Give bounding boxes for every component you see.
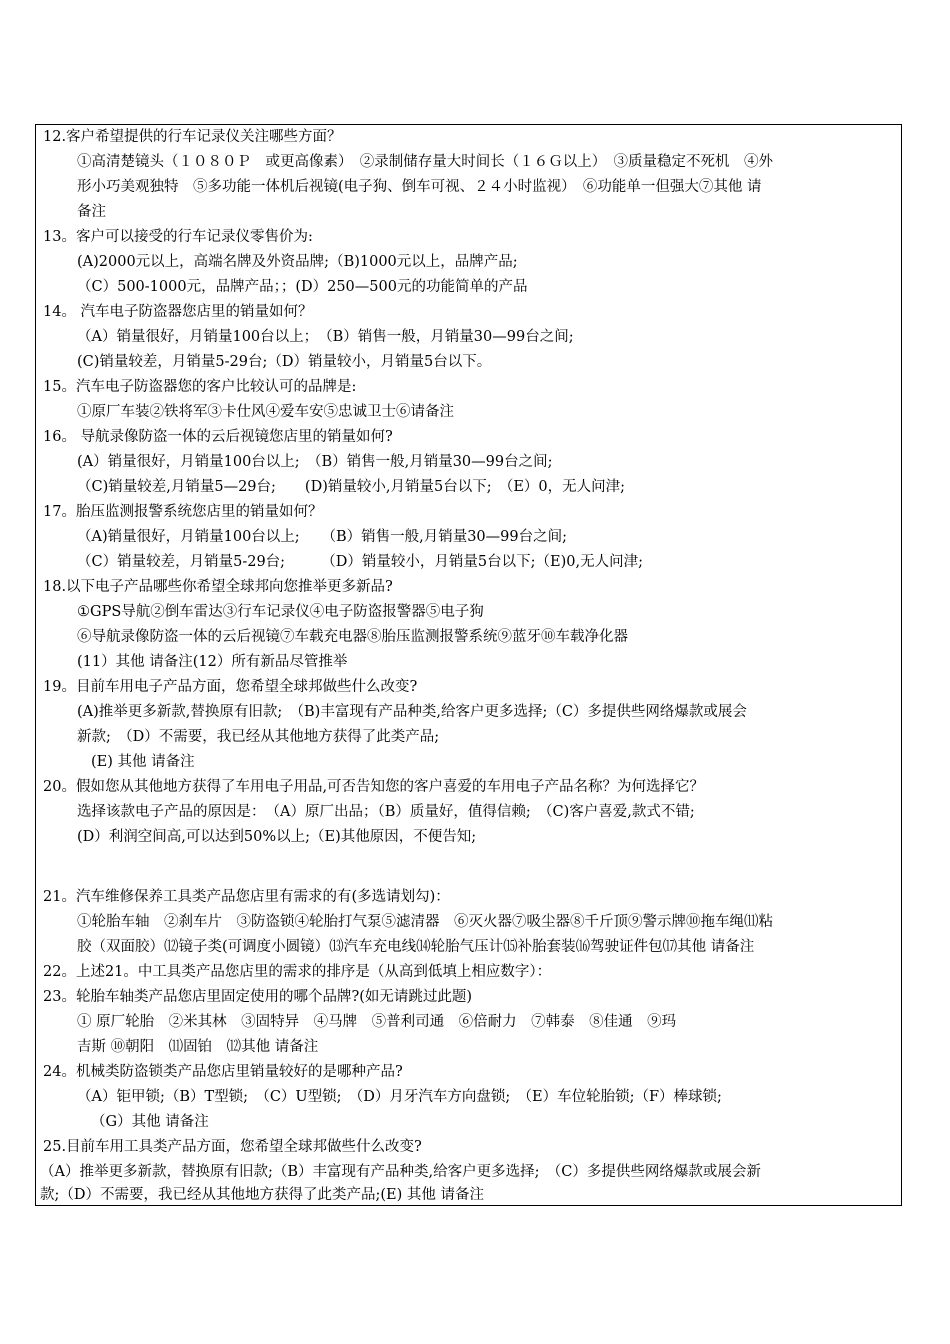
question-12-options: 备注 xyxy=(77,204,106,220)
question-25-title: 25.目前车用工具类产品方面，您希望全球邦做些什么改变? xyxy=(43,1139,422,1155)
question-19-options: (E) 其他 请备注 xyxy=(91,754,195,770)
question-19-title: 19。目前车用电子产品方面，您希望全球邦做些什么改变? xyxy=(43,679,418,695)
question-16-options: (A）销量很好，月销量100台以上; （B）销售一般,月销量30—99台之间; xyxy=(77,454,553,470)
question-12-options: 形小巧美观独特 ⑤多功能一体机后视镜(电子狗、倒车可视、２４小时监视） ⑥功能单一但强大⑦其他 请 xyxy=(77,179,762,195)
question-13-options: (A)2000元以上，高端名牌及外资品牌;（B)1000元以上，品牌产品; xyxy=(77,254,518,270)
question-20-options: 选择该款电子产品的原因是： （A）原厂出品；（B）质量好，值得信赖; （C)客户喜爱,款式不错; xyxy=(77,804,695,820)
question-17-title: 17。胎压监测报警系统您店里的销量如何？ xyxy=(43,504,323,520)
question-24-options: （A）钜甲锁;（B）T型锁; （C）U型锁; （D）月牙汽车方向盘锁; （E）车位轮胎锁;（F）棒球锁; xyxy=(77,1089,722,1105)
question-20-title: 20。假如您从其他地方获得了车用电子用品,可否告知您的客户喜爱的车用电子产品名称？为何选择它？ xyxy=(43,779,705,795)
question-22-title: 22。上述21。中工具类产品您店里的需求的排序是（从高到低填上相应数字）： xyxy=(43,964,552,980)
question-25-options: 款;（D）不需要，我已经从其他地方获得了此类产品;(E) 其他 请备注 xyxy=(40,1187,485,1203)
question-24-options: （G）其他 请备注 xyxy=(91,1114,209,1130)
question-23-title: 23。轮胎车轴类产品您店里固定使用的哪个品牌?(如无请跳过此题) xyxy=(43,989,473,1005)
questionnaire-box xyxy=(35,124,902,1206)
question-23-options: 吉斯 ⑩朝阳 ⑾固铂 ⑿其他 请备注 xyxy=(77,1039,319,1055)
question-13-title: 13。客户可以接受的行车记录仪零售价为: xyxy=(43,229,313,245)
question-15-title: 15。汽车电子防盗器您的客户比较认可的品牌是: xyxy=(43,379,357,395)
question-19-options: (A)推举更多新款,替换原有旧款; （B)丰富现有产品种类,给客户更多选择;（C）多提供些网络爆款或展会 xyxy=(77,704,747,720)
question-25-options: （A）推举更多新款，替换原有旧款;（B）丰富现有产品种类,给客户更多选择; （C）多提供些网络爆款或展会新 xyxy=(40,1164,761,1180)
question-24-title: 24。机械类防盗锁类产品您店里销量较好的是哪种产品? xyxy=(43,1064,403,1080)
question-21-title: 21。汽车维修保养工具类产品您店里有需求的有(多选请划勾)： xyxy=(43,889,450,905)
question-23-options: ① 原厂轮胎 ②米其林 ③固特异 ④马牌 ⑤普利司通 ⑥倍耐力 ⑦韩泰 ⑧佳通 ⑨玛 xyxy=(77,1014,677,1030)
question-18-options: (11）其他 请备注(12）所有新品尽管推举 xyxy=(77,654,348,670)
question-20-options: (D）利润空间高,可以达到50%以上;（E)其他原因，不便告知; xyxy=(77,829,477,845)
question-17-options: （C）销量较差，月销量5-29台; （D）销量较小，月销量5台以下;（E)0,无人问津; xyxy=(77,554,643,570)
question-13-options: （C）500-1000元，品牌产品；；(D）250—500元的功能简单的产品 xyxy=(77,279,528,295)
question-18-options: ⑥导航录像防盗一体的云后视镜⑦车载充电器⑧胎压监测报警系统⑨蓝牙⑩车载净化器 xyxy=(77,629,628,645)
question-21-options: 胶（双面胶）⑿镜子类(可调度小圆镜）⒀汽车充电线⒁轮胎气压计⒂补胎套装⒃驾驶证件包⒄其他 请备注 xyxy=(77,939,755,955)
question-12-title: 12.客户希望提供的行车记录仪关注哪些方面？ xyxy=(43,129,342,145)
question-14-options: （A）销量很好，月销量100台以上； （B）销售一般，月销量30—99台之间; xyxy=(77,329,574,345)
question-14-options: (C)销量较差，月销量5-29台;（D）销量较小，月销量5台以下。 xyxy=(77,354,492,370)
question-18-options: ①GPS导航②倒车雷达③行车记录仪④电子防盗报警器⑤电子狗 xyxy=(77,604,484,620)
question-16-options: （C)销量较差,月销量5—29台; (D)销量较小,月销量5台以下; （E）0，无人问津; xyxy=(77,479,626,495)
question-16-title: 16。 导航录像防盗一体的云后视镜您店里的销量如何? xyxy=(43,429,393,445)
question-14-title: 14。 汽车电子防盗器您店里的销量如何？ xyxy=(43,304,313,320)
question-15-options: ①原厂车装②铁将军③卡仕风④爱车安⑤忠诚卫士⑥请备注 xyxy=(77,404,454,420)
question-19-options: 新款; （D）不需要，我已经从其他地方获得了此类产品; xyxy=(77,729,440,745)
question-18-title: 18.以下电子产品哪些你希望全球邦向您推举更多新品? xyxy=(43,579,393,595)
question-12-options: ①高清楚镜头（１０８０Ｐ 或更高像素） ②录制储存量大时间长（１６Ｇ以上） ③质量稳定不死机 ④外 xyxy=(77,154,773,170)
question-21-options: ①轮胎车轴 ②刹车片 ③防盗锁④轮胎打气泵⑤滤清器 ⑥灭火器⑦吸尘器⑧千斤顶⑨警示牌⑩拖车绳⑾粘 xyxy=(77,914,773,930)
question-17-options: （A)销量很好，月销量100台以上; （B）销售一般,月销量30—99台之间; xyxy=(77,529,567,545)
